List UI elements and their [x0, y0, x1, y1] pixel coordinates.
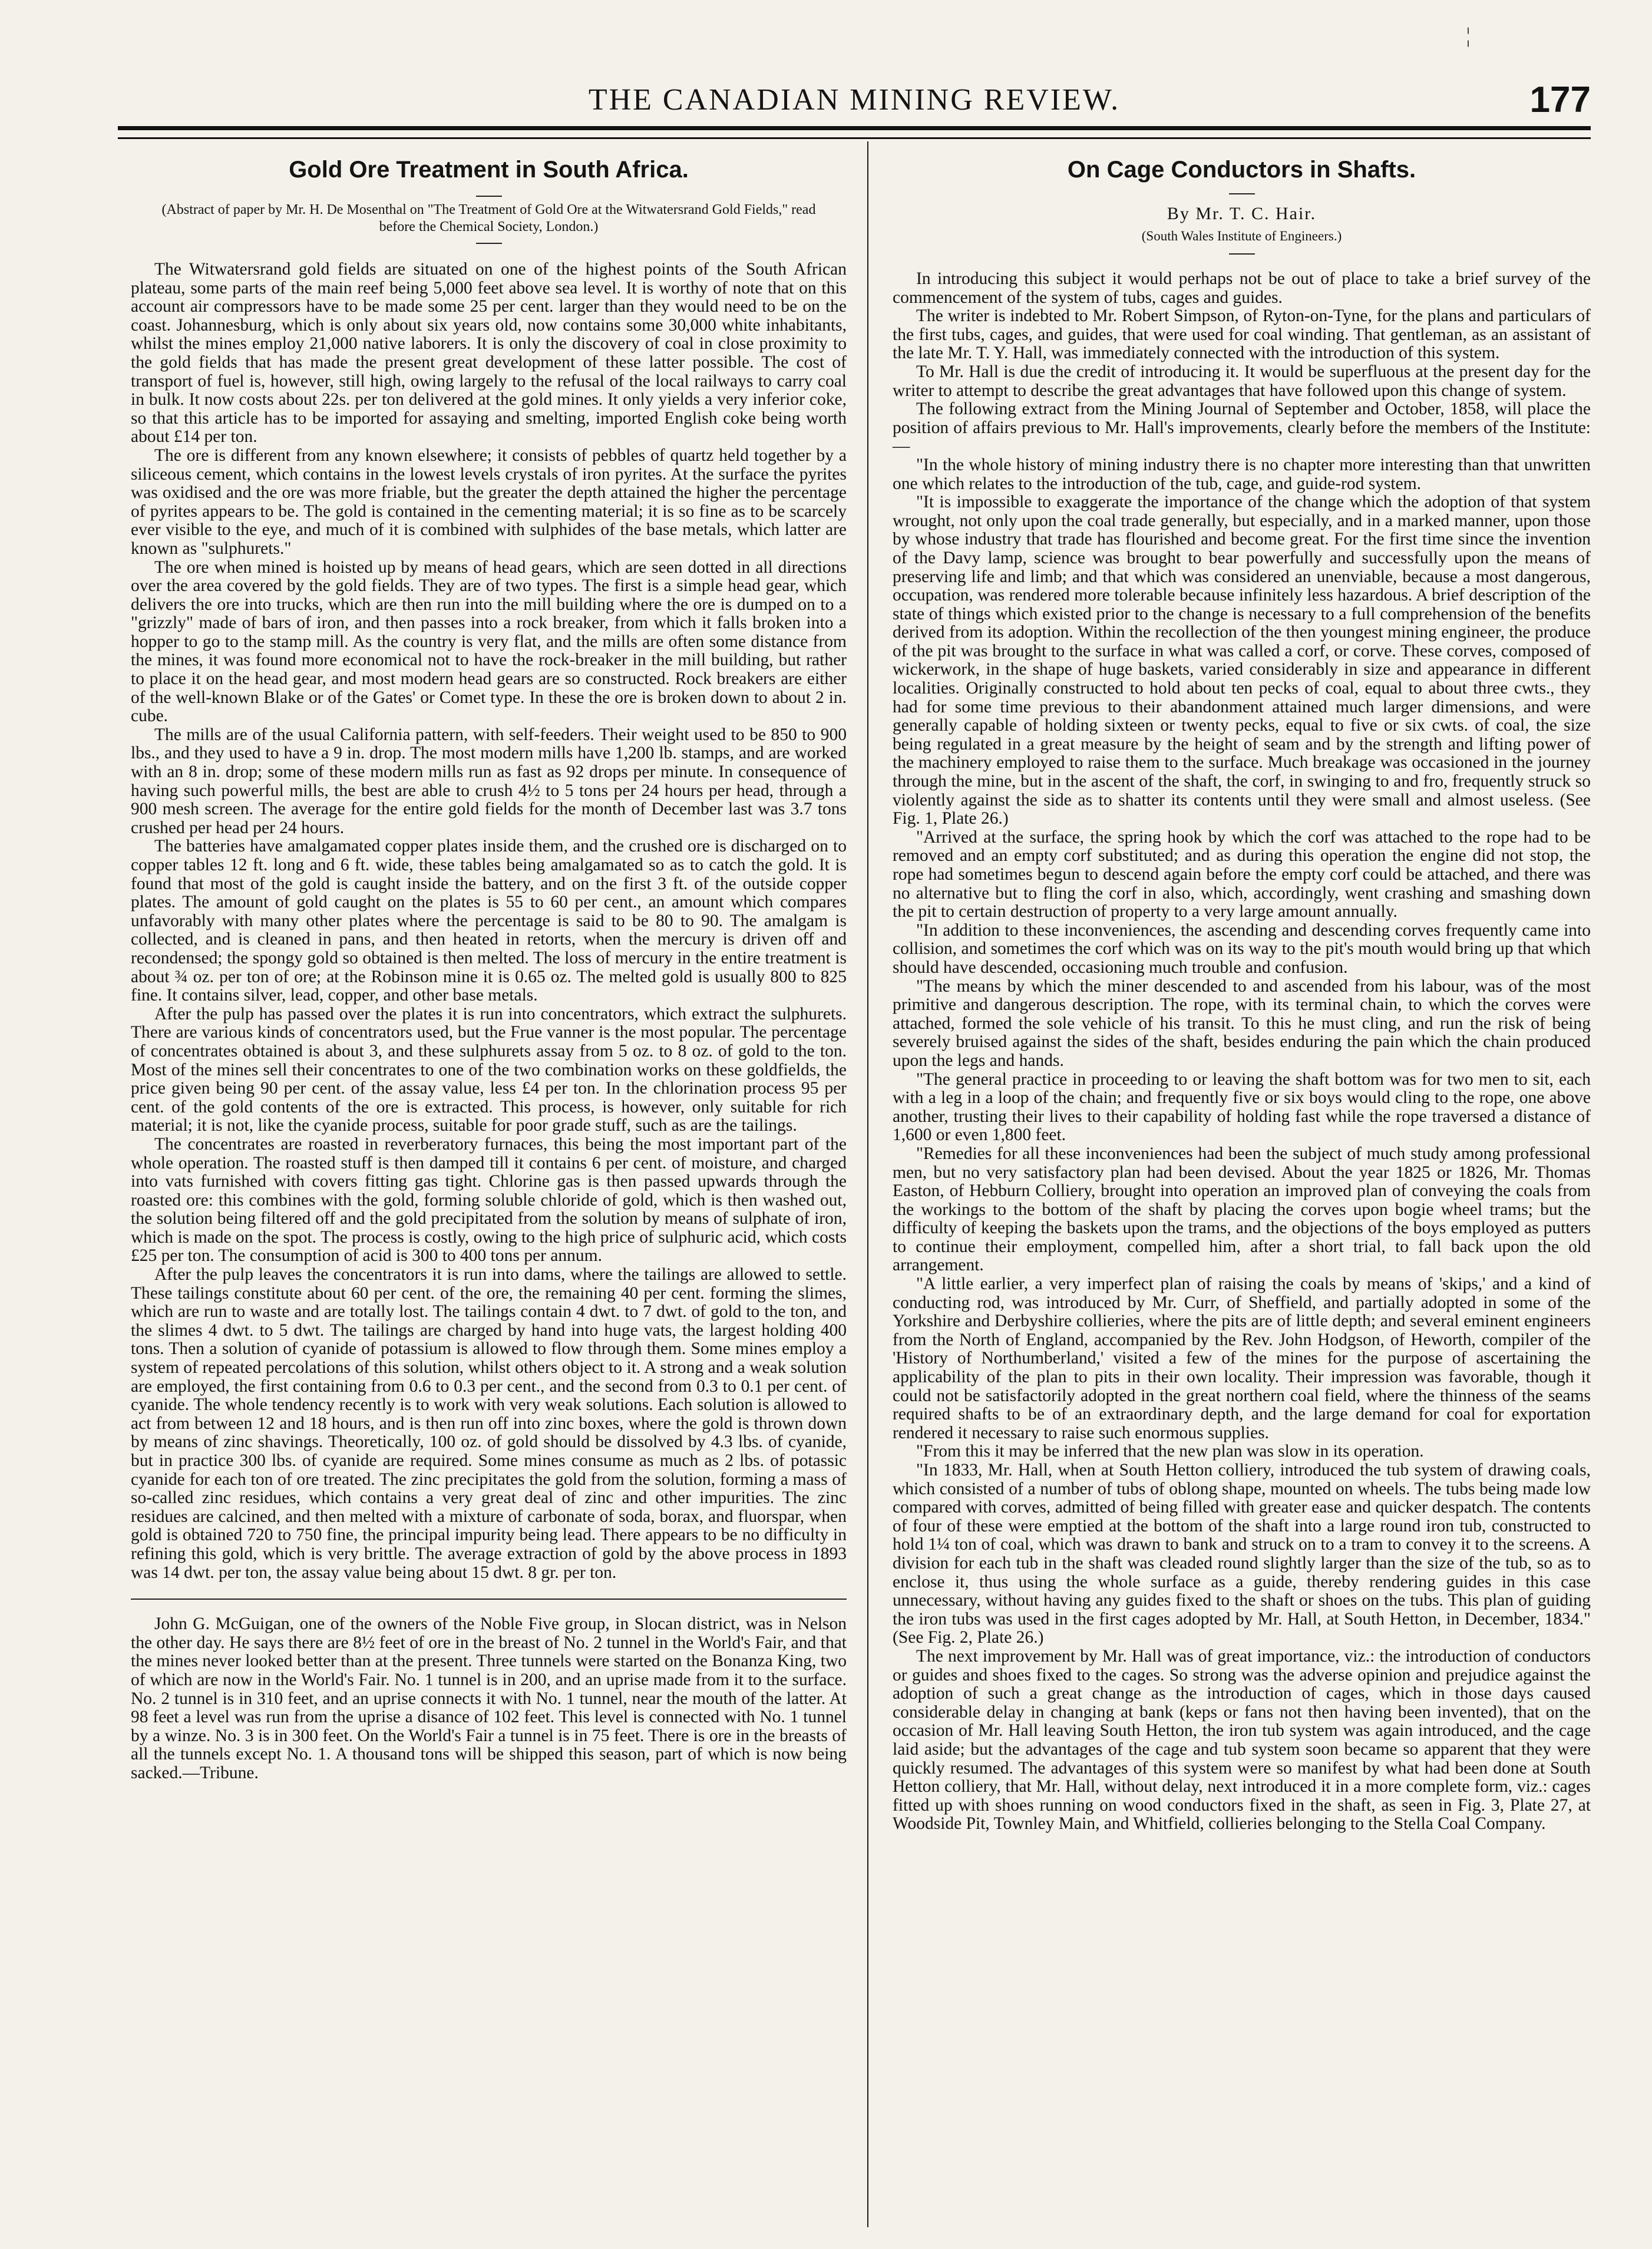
- paragraph: The concentrates are roasted in reverberatory furnaces, this being the most important part of the whole operation. The roasted stuff is then damped till it contains 6 per cent. of moisture, and charged into vats furnished with covers fitting gas tight. Chlorine gas is then passed upwards through the roasted ore: this combines with the gold, forming soluble chloride of gold, which is then washed out, the solution being filtered off and the gold precipitated from the solution by means of sulphate of iron, which is made on the spot. The process is costly, owing to the high price of sulphuric acid, which costs £25 per ton. The consumption of acid is 300 to 400 tons per annum.: [131, 1134, 847, 1266]
- paragraph: The mills are of the usual California pattern, with self-feeders. Their weight used to be 850 to 900 lbs., and they used to have a 9 in. drop. The most modern mills have 1,200 lb. stamps, and are worked with an 8 in. drop; some of these modern mills run as fast as 92 drops per minute. In consequence of having such powerful mills, the best are able to crush 4½ to 5 tons per 24 hours per head, through a 900 mesh screen. The average for the entire gold fields for the month of December last was 3.7 tons crushed per head per 24 hours.: [131, 725, 847, 837]
- paragraph: To Mr. Hall is due the credit of introducing it. It would be superfluous at the present day for the writer to attempt to describe the great advantages that have followed upon this change of system.: [893, 362, 1591, 400]
- paragraph: The ore is different from any known elsewhere; it consists of pebbles of quartz held together by a siliceous cement, which contains in the lowest levels crystals of iron pyrites. At the surface the pyrites was oxidised and the ore was more friable, but the greater the depth attained the higher the percentage of pyrites appears to be. The gold is contained in the cementing material; it is so fine as to be scarcely ever visible to the eye, and much of it is combined with sulphides of the base metals, which latter are known as "sulphurets.": [131, 445, 847, 558]
- paragraph: In introducing this subject it would perhaps not be out of place to take a brief survey of the commencement of the system of tubs, cages and guides.: [893, 269, 1591, 307]
- margin-mark: ¦: [1466, 24, 1471, 47]
- abstract-note: (Abstract of paper by Mr. H. De Mosenthal on "The Treatment of Gold Ore at the Witwatersrand Gold Fields," read before the Chemical Society, London.): [161, 202, 816, 235]
- article-body-cage-conductors: [893, 270, 1591, 1834]
- quoted-paragraph: "The general practice in proceeding to or leaving the shaft bottom was for two men to sit, each with a leg in a loop of the chain; and frequently five or six boys would cling to the rope, one above another, trusting their lives to their capability of holding fast while the rope traversed a distance of 1,600 or even 1,800 feet.: [893, 1069, 1591, 1145]
- paragraph: The batteries have amalgamated copper plates inside them, and the crushed ore is discharged on to copper tables 12 ft. long and 6 ft. wide, these tables being amalgamated so as to catch the gold. It is found that most of the gold is caught inside the battery, and on the first 3 ft. of the outside copper plates. The amount of gold caught on the plates is 55 to 60 per cent., an amount which compares unfavorably with many other plates where the percentage is said to be 80 to 90. The amalgam is collected, and is cleaned in pans, and then heated in retorts, when the mercury is driven off and recondensed; the spongy gold so obtained is then melted. The loss of mercury in the entire treatment is about ¾ oz. per ton of ore; at the Robinson mine it is 0.65 oz. The melted gold is usually 800 to 825 fine. It contains silver, lead, copper, and other base metals.: [131, 837, 847, 1005]
- page-number: 177: [1529, 80, 1591, 120]
- quoted-paragraph: "Remedies for all these inconveniences had been the subject of much study among professional men, but no very satisfactory plan had been devised. About the year 1825 or 1826, Mr. Thomas Easton, of Hebburn Colliery, brought into operation an improved plan of conveying the coals from the workings to the bottom of the shaft by placing the corves upon bogie wheel trams; but the difficulty of keeping the baskets upon the trams, and the objections of the boys employed as putters to continue their employment, compelled him, after a short trial, to fall back upon the old arrangement.: [893, 1144, 1591, 1275]
- article-title-gold-ore: Gold Ore Treatment in South Africa.: [289, 157, 689, 183]
- quoted-paragraph: "In 1833, Mr. Hall, when at South Hetton colliery, introduced the tub system of drawing coals, which consisted of a number of tubs of oblong shape, mounted on wheels. The tubs being made low compared with corves, admitted of being filled with greater ease and quicker despatch. The contents of four of these were emptied at the bottom of the shaft into a large round iron tub, constructed to hold 1¼ ton of coal, which was drawn to bank and struck on to a tram to convey it to the screens. A division for each tub in the shaft was cleaded round slightly larger than the size of the tub, so as to enclose it, thus using the whole surface as a guide, thereby rendering guides in this case unnecessary, without having any guides fixed to the shaft or shoes on the tubs. This plan of guiding the iron tubs was used in the first cages adopted by Mr. Hall, at South Hetton, in December, 1834." (See Fig. 2, Plate 26.): [893, 1461, 1591, 1647]
- title-rule: [1229, 253, 1255, 255]
- paragraph: After the pulp leaves the concentrators it is run into dams, where the tailings are allowed to settle. These tailings constitute about 60 per cent. of the ore, the remaining 40 per cent. forming the slimes, which are run to waste and are totally lost. The tailings contain 4 dwt. to 7 dwt. of gold to the ton, and the slimes 4 dwt. to 5 dwt. The tailings are charged by hand into huge vats, the largest holding 400 tons. Then a solution of cyanide of potassium is allowed to flow through them. Some mines employ a system of repeated percolations of this solution, whilst others object to it. A strong and a weak solution are employed, the first containing from 0.6 to 0.3 per cent., and the second from 0.3 to 0.1 per cent. of cyanide. The whole tendency recently is to work with very weak solutions. Each solution is allowed to act from between 12 and 18 hours, and is then run off into zinc boxes, where the gold is thrown down by means of zinc shavings. Theoretically, 100 oz. of gold should be dissolved by 4.3 lbs. of cyanide, but in practice 300 lbs. of cyanide are required. Some mines consume as much as 2 lbs. of potassic cyanide for each ton of ore treated. The zinc precipitates the gold from the solution, forming a mass of so-called zinc residues, which contains a very great deal of zinc and other impurities. The zinc residues are calcined, and then melted with a mixture of carbonate of soda, borax, and fluorspar, when gold is obtained 720 to 750 fine, the principal impurity being lead. There appears to be no difficulty in refining this gold, which is very brittle. The average extraction of gold by the above process in 1893 was 14 dwt. per ton, the assay value being about 15 dwt. 8 gr. per ton.: [131, 1265, 847, 1582]
- title-rule: [476, 243, 502, 244]
- title-rule: [476, 196, 502, 197]
- author-affiliation: (South Wales Institute of Engineers.): [1141, 229, 1342, 243]
- quoted-paragraph: "From this it may be inferred that the new plan was slow in its operation.: [916, 1442, 1424, 1461]
- page-header: [118, 82, 1591, 124]
- paragraph: The following extract from the Mining Journal of September and October, 1858, will place the position of affairs previous to Mr. Hall's improvements, clearly before the members of the Institute:—: [893, 399, 1591, 456]
- paragraph: The Witwatersrand gold fields are situated on one of the highest points of the South African plateau, some parts of the main reef being 5,000 feet above sea level. It is worthy of note that on this account air compressors have to be made some 25 per cent. larger than they would need to be on the coast. Johannesburg, which is only about six years old, now contains some 30,000 white inhabitants, whilst the mines employ 21,000 native laborers. It is only the discovery of coal in close proximity to the gold fields that has made the present great development of these latter possible. The cost of transport of fuel is, however, still high, owing largely to the refusal of the local railways to carry coal in bulk. It now costs about 22s. per ton delivered at the gold mines. It only yields a very inferior coke, so that this article has to be imported for assaying and smelting, imported English coke being worth about £14 per ton.: [131, 260, 847, 447]
- article-title-cage-conductors: On Cage Conductors in Shafts.: [1067, 157, 1416, 183]
- quoted-paragraph: "It is impossible to exaggerate the importance of the change which the adoption of that system wrought, not only upon the coal trade generally, but especially, and in a marked manner, upon those by whose industry that trade has flourished and become great. For the first time since the invention of the Davy lamp, science was brought to bear powerfully and successfully upon the means of preserving life and limb; and that which was considered an unenviable, because a most dangerous, occupation, was rendered more tolerable because infinitely less hazardous. A brief description of the state of things which existed prior to the change is necessary to a full comprehension of the benefits derived from its adoption. Within the recollection of the then youngest mining engineer, the produce of the pit was brought to the surface in what was called a corf, or corve. These corves, composed of wickerwork, in the shape of huge baskets, varied considerably in size and appearance in different localities. Originally constructed to hold about ten pecks of coal, equal to about three cwts., they had for some time previous to their abandonment attained much larger dimensions, and were generally capable of holding sixteen or twenty pecks, equal to five or six cwts. of coal, the size being regulated in a great measure by the height of seam and by the strength and lifting power of the machinery employed to raise them to the surface. Much breakage was occasioned in the journey through the mine, but in the ascent of the shaft, the corf, in swinging to and fro, frequently struck so violently against the side as to shatter its contents until they were small and almost useless. (See Fig. 1, Plate 26.): [893, 493, 1591, 828]
- news-item-mcguigan: John G. McGuigan, one of the owners of the Noble Five group, in Slocan district, was in Nelson the other day. He says there are 8½ feet of ore in the breast of No. 2 tunnel in the World's Fair, and that the mines never looked better than at the present. Three tunnels were started on the Bonanza King, two of which are now in the World's Fair. No. 1 tunnel is in 200, and an uprise made from it to the surface. No. 2 tunnel is in 310 feet, and an uprise connects it with No. 1 tunnel, near the mouth of the latter. At 98 feet a level was run from the uprise a disance of 102 feet. This level is connected with No. 1 tunnel by a winze. No. 3 is in 300 feet. On the World's Fair a tunnel is in 75 feet. There is ore in the breasts of all the tunnels except No. 1. A thousand tons will be shipped this season, part of which is now being sacked.—Tribune.: [131, 1614, 847, 1782]
- right-column: [893, 154, 1591, 1834]
- quoted-paragraph: "In the whole history of mining industry there is no chapter more interesting than that unwritten one which relates to the introduction of the tub, cage, and guide-rod system.: [893, 455, 1591, 493]
- paragraph: The ore when mined is hoisted up by means of head gears, which are seen dotted in all directions over the area covered by the gold fields. They are of two types. The first is a simple head gear, which delivers the ore into trucks, which are then run into the mill building where the ore is dumped on to a "grizzly" made of bars of iron, and then passes into a rock breaker, from which it falls broken into a hopper to go to the stamp mill. As the country is very flat, and the mills are often some distance from the mines, it was found more economical not to have the rock-breaker in the mill building, but rather to place it on the head gear, and most modern head gears are so constructed. Rock breakers are either of the well-known Blake or of the Gates' or Comet type. In these the ore is broken down to about 2 in. cube.: [131, 557, 847, 726]
- paragraph: The writer is indebted to Mr. Robert Simpson, of Ryton-on-Tyne, for the plans and particulars of the first tubs, cages, and guides, that were used for coal winding. That gentleman, as an assistant of the late Mr. T. Y. Hall, was immediately connected with the introduction of this system.: [893, 306, 1591, 363]
- quoted-paragraph: "Arrived at the surface, the spring hook by which the corf was attached to the rope had to be removed and an empty corf substituted; and as during this operation the engine did not stop, the rope had sometimes begun to descend again before the empty corf could be attached, and there was no alternative but to fling the corf in also, which, accordingly, went crashing and smashing down the pit to certain destruction of property to a very large amount annually.: [893, 827, 1591, 922]
- paragraph: After the pulp has passed over the plates it is run into concentrators, which extract the sulphurets. There are various kinds of concentrators used, but the Frue vanner is the most popular. The percentage of concentrates obtained is about 3, and these sulphurets assay from 5 oz. to 8 oz. of gold to the ton. Most of the mines sell their concentrates to one of the two combination works on these goldfields, the price given being 90 per cent. of the assay value, less £4 per ton. In the chlorination process 95 per cent. of the gold contents of the ore is extracted. This process, is however, only suitable for rich material; it is not, like the cyanide process, suitable for poor grade stuff, such as are the tailings.: [131, 1004, 847, 1135]
- paragraph: The next improvement by Mr. Hall was of great importance, viz.: the introduction of conductors or guides and shoes fixed to the cages. So strong was the adverse opinion and prejudice against the adoption of such a great change as the introduction of cages, which in those days caused considerable delay in changing at bank (keps or fans not then having been invented), that on the occasion of Mr. Hall leaving South Hetton, the iron tub system was again introduced, and the cage laid aside; but the advantages of the cage and tub system soon became so apparent that they were quickly resumed. The advantages of this system were so manifest by what had been done at South Hetton colliery, that Mr. Hall, without delay, next introduced it in a more complete form, viz.: cages fitted up with shoes running on wood conductors fixed in the shaft, as seen in Fig. 3, Plate 27, at Woodside Pit, Townley Main, and Whitfield, collieries belonging to the Stella Coal Company.: [893, 1646, 1591, 1834]
- column-divider: [867, 141, 868, 2227]
- quoted-paragraph: "The means by which the miner descended to and ascended from his labour, was of the most primitive and dangerous description. The rope, with its terminal chain, to which the corves were attached, formed the sole vehicle of his transit. To this he must cling, and run the risk of being severely bruised against the sides of the shaft, besides enduring the pain which the chain produced upon the legs and hands.: [893, 976, 1591, 1070]
- quoted-paragraph: "A little earlier, a very imperfect plan of raising the coals by means of 'skips,' and a kind of conducting rod, was introduced by Mr. Curr, of Sheffield, and partially adopted in some of the Yorkshire and Derbyshire collieries, where the pits are of little depth; and several eminent engineers from the North of England, accompanied by the Rev. John Hodgson, of Heworth, compiler of the 'History of Northumberland,' visited a few of the mines for the purpose of ascertaining the applicability of the plan to pits in their own locality. Their impression was favorable, though it could not be satisfactorily adopted in the great northern coal field, where the thinness of the seams required shafts to be of an extraordinary depth, and the large demand for coal for exportation rendered it necessary to raise such enormous supplies.: [893, 1274, 1591, 1442]
- title-rule: [1229, 193, 1255, 194]
- section-separator: [131, 1599, 847, 1600]
- left-column: [131, 154, 847, 1783]
- quoted-paragraph: "In addition to these inconveniences, the ascending and descending corves frequently came into collision, and sometimes the corf which was on its way to the pit's mouth would bring up that which should have descended, occasioning much trouble and confusion.: [893, 920, 1591, 977]
- author-byline: By Mr. T. C. Hair.: [1167, 204, 1317, 223]
- article-body-gold-ore: [131, 260, 847, 1582]
- running-head: THE CANADIAN MINING REVIEW.: [588, 83, 1121, 117]
- header-rule: [118, 126, 1591, 139]
